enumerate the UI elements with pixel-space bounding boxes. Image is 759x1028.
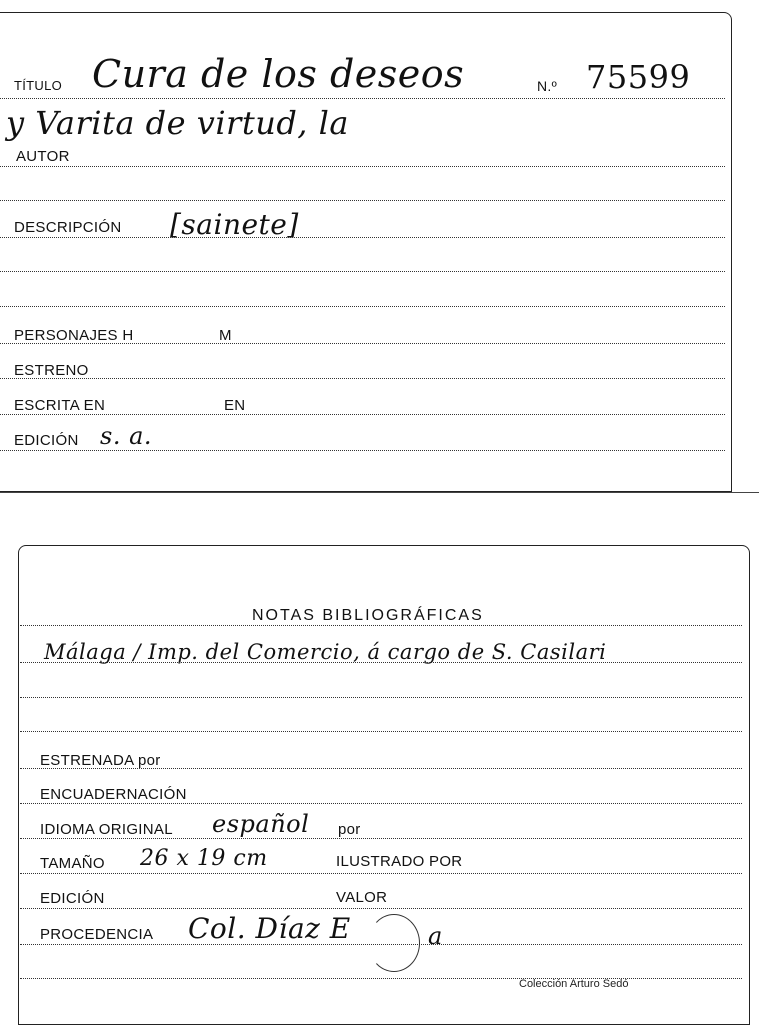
encuadernacion-line: [20, 803, 742, 804]
edicion-line-top: [0, 450, 725, 451]
edicion-label-bottom: EDICIÓN: [40, 890, 105, 907]
estreno-line: [0, 378, 725, 379]
descripcion-label: DESCRIPCIÓN: [14, 219, 122, 236]
tamano-line: [20, 873, 742, 874]
descripcion-line: [0, 237, 725, 238]
edicion-value-top: s. a.: [100, 422, 153, 450]
descripcion-line-3: [0, 306, 725, 307]
notas-line-1: [20, 662, 742, 663]
titulo-label: TÍTULO: [14, 78, 63, 93]
tamano-label: TAMAÑO: [40, 855, 105, 872]
procedencia-line-2: [20, 978, 742, 979]
tamano-value: 26 x 19 cm: [140, 846, 268, 871]
personajes-label: PERSONAJES H: [14, 327, 134, 344]
idioma-por-label: por: [338, 821, 361, 838]
estrenada-line: [20, 768, 742, 769]
coleccion-stamp: Colección Arturo Sedó: [519, 978, 629, 990]
notas-header-line: [20, 625, 742, 626]
edicion-line-bottom: [20, 908, 742, 909]
personajes-m-label: M: [219, 327, 232, 344]
escrita-en-label: EN: [224, 397, 246, 414]
titulo-value-line1: Cura de los deseos: [92, 52, 465, 96]
descripcion-line-2: [0, 271, 725, 272]
notas-line-2: [20, 697, 742, 698]
procedencia-value: Col. Díaz E: [188, 912, 351, 945]
idioma-value: español: [212, 810, 310, 838]
idioma-line: [20, 838, 742, 839]
personajes-line: [0, 343, 725, 344]
valor-label: VALOR: [336, 889, 388, 906]
notas-line-3: [20, 731, 742, 732]
punch-hole: [368, 914, 420, 972]
numero-label: N.º: [537, 78, 558, 94]
escrita-line: [0, 414, 725, 415]
notas-value: Málaga / Imp. del Comercio, á cargo de S. Casilari: [44, 640, 607, 664]
idioma-label: IDIOMA ORIGINAL: [40, 821, 173, 838]
edicion-label-top: EDICIÓN: [14, 432, 79, 449]
procedencia-label: PROCEDENCIA: [40, 926, 154, 943]
titulo-value-line2: y Varita de virtud, la: [6, 104, 349, 142]
escrita-label: ESCRITA EN: [14, 397, 106, 414]
procedencia-line: [20, 944, 742, 945]
numero-value: 75599: [586, 58, 691, 96]
procedencia-tail: a: [428, 922, 443, 950]
estrenada-label: ESTRENADA por: [40, 752, 161, 769]
notas-header: NOTAS BIBLIOGRÁFICAS: [252, 607, 484, 624]
autor-label: AUTOR: [16, 148, 70, 165]
autor-line-2: [0, 200, 725, 201]
card-separator: [0, 492, 759, 493]
descripcion-value: [sainete]: [170, 208, 299, 241]
titulo-line: [0, 98, 725, 99]
encuadernacion-label: ENCUADERNACIÓN: [40, 786, 187, 803]
autor-line: [0, 166, 725, 167]
estreno-label: ESTRENO: [14, 362, 89, 379]
ilustrado-label: ILUSTRADO POR: [336, 853, 463, 870]
